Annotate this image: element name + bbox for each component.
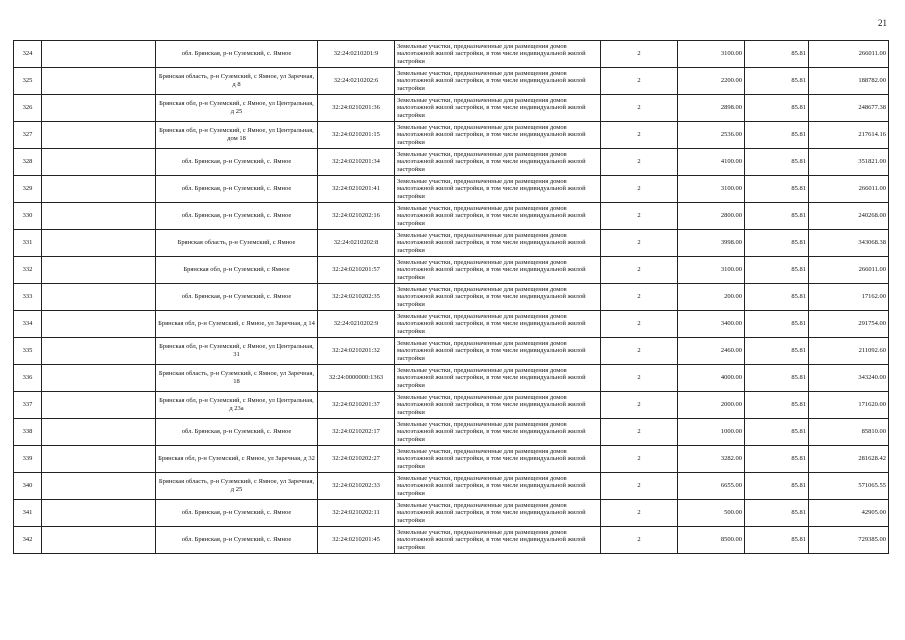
cadastral-cost-cell: 211092.60: [809, 338, 889, 365]
category-cell: 2: [601, 68, 678, 95]
address-cell: Брянская обл, р-н Суземский, с Ямное, ул Центральная, д 25: [156, 95, 318, 122]
table-row: [14, 41, 889, 68]
category-cell: 2: [601, 95, 678, 122]
blank-cell: [42, 68, 156, 95]
cadastral-cost-cell: 17162.00: [809, 284, 889, 311]
land-use-cell: Земельные участки, предназначенные для размещения домов малоэтажной жилой застройки, в том числе индивидуальной жилой застройки: [395, 473, 601, 500]
blank-cell: [42, 257, 156, 284]
cadastral-number-cell: 32:24:0210201:41: [318, 176, 395, 203]
land-use-cell: Земельные участки, предназначенные для размещения домов малоэтажной жилой застройки, в том числе индивидуальной жилой застройки: [395, 284, 601, 311]
area-cell: 3100.00: [678, 257, 745, 284]
rate-cell: 85.81: [745, 230, 809, 257]
row-number: 335: [14, 338, 42, 365]
address-cell: Брянская обл, р-н Суземский, с Ямное, ул Центральная, дом 18: [156, 122, 318, 149]
rate-cell: 85.81: [745, 284, 809, 311]
table-row: [14, 68, 889, 95]
row-number: 324: [14, 41, 42, 68]
land-use-cell: Земельные участки, предназначенные для размещения домов малоэтажной жилой застройки, в том числе индивидуальной жилой застройки: [395, 500, 601, 527]
address-cell: Брянская область, р-н Суземский, с Ямное, ул Заречная, д 25: [156, 473, 318, 500]
address-cell: обл. Брянская, р-н Суземский, с. Ямное: [156, 419, 318, 446]
land-use-cell: Земельные участки, предназначенные для размещения домов малоэтажной жилой застройки, в том числе индивидуальной жилой застройки: [395, 392, 601, 419]
area-cell: 3100.00: [678, 176, 745, 203]
category-cell: 2: [601, 176, 678, 203]
cadastral-cost-cell: 729385.00: [809, 527, 889, 554]
blank-cell: [42, 203, 156, 230]
area-cell: 4000.00: [678, 365, 745, 392]
category-cell: 2: [601, 284, 678, 311]
rate-cell: 85.81: [745, 41, 809, 68]
cadastral-number-cell: 32:24:0210202:11: [318, 500, 395, 527]
row-number: 341: [14, 500, 42, 527]
cadastral-cost-cell: 240268.00: [809, 203, 889, 230]
blank-cell: [42, 446, 156, 473]
category-cell: 2: [601, 338, 678, 365]
blank-cell: [42, 284, 156, 311]
cadastral-number-cell: 32:24:0210201:15: [318, 122, 395, 149]
table-row: [14, 95, 889, 122]
cadastral-number-cell: 32:24:0210201:37: [318, 392, 395, 419]
land-parcel-table: [13, 40, 889, 554]
area-cell: 2000.00: [678, 392, 745, 419]
area-cell: 200.00: [678, 284, 745, 311]
row-number: 342: [14, 527, 42, 554]
category-cell: 2: [601, 392, 678, 419]
land-use-cell: Земельные участки, предназначенные для размещения домов малоэтажной жилой застройки, в том числе индивидуальной жилой застройки: [395, 527, 601, 554]
rate-cell: 85.81: [745, 176, 809, 203]
blank-cell: [42, 392, 156, 419]
blank-cell: [42, 41, 156, 68]
rate-cell: 85.81: [745, 311, 809, 338]
cadastral-cost-cell: 281628.42: [809, 446, 889, 473]
area-cell: 3400.00: [678, 311, 745, 338]
rate-cell: 85.81: [745, 500, 809, 527]
table-row: [14, 419, 889, 446]
cadastral-number-cell: 32:24:0210201:9: [318, 41, 395, 68]
rate-cell: 85.81: [745, 419, 809, 446]
cadastral-number-cell: 32:24:0210202:33: [318, 473, 395, 500]
address-cell: Брянская обл, р-н Суземский, с Ямное, ул Заречная, д 32: [156, 446, 318, 473]
area-cell: 3282.00: [678, 446, 745, 473]
address-cell: Брянская обл, р-н Суземский, с Ямное: [156, 257, 318, 284]
table-body: [14, 41, 889, 554]
row-number: 338: [14, 419, 42, 446]
table-row: [14, 149, 889, 176]
land-use-cell: Земельные участки, предназначенные для размещения домов малоэтажной жилой застройки, в том числе индивидуальной жилой застройки: [395, 365, 601, 392]
row-number: 331: [14, 230, 42, 257]
cadastral-number-cell: 32:24:0210202:35: [318, 284, 395, 311]
blank-cell: [42, 527, 156, 554]
land-use-cell: Земельные участки, предназначенные для размещения домов малоэтажной жилой застройки, в том числе индивидуальной жилой застройки: [395, 203, 601, 230]
category-cell: 2: [601, 527, 678, 554]
row-number: 333: [14, 284, 42, 311]
rate-cell: 85.81: [745, 257, 809, 284]
row-number: 329: [14, 176, 42, 203]
row-number: 336: [14, 365, 42, 392]
area-cell: 500.00: [678, 500, 745, 527]
row-number: 328: [14, 149, 42, 176]
table-row: [14, 122, 889, 149]
cadastral-number-cell: 32:24:0210202:17: [318, 419, 395, 446]
category-cell: 2: [601, 203, 678, 230]
blank-cell: [42, 230, 156, 257]
table-row: [14, 230, 889, 257]
area-cell: 3100.00: [678, 41, 745, 68]
blank-cell: [42, 311, 156, 338]
cadastral-number-cell: 32:24:0210201:36: [318, 95, 395, 122]
address-cell: обл. Брянская, р-н Суземский, с. Ямное: [156, 527, 318, 554]
category-cell: 2: [601, 365, 678, 392]
address-cell: Брянская обл, р-н Суземский, с Ямное, ул Центральная, д 23а: [156, 392, 318, 419]
blank-cell: [42, 365, 156, 392]
land-use-cell: Земельные участки, предназначенные для размещения домов малоэтажной жилой застройки, в том числе индивидуальной жилой застройки: [395, 257, 601, 284]
address-cell: обл. Брянская, р-н Суземский, с. Ямное: [156, 203, 318, 230]
cadastral-number-cell: 32:24:0210202:16: [318, 203, 395, 230]
category-cell: 2: [601, 41, 678, 68]
cadastral-number-cell: 32:24:0210201:57: [318, 257, 395, 284]
category-cell: 2: [601, 230, 678, 257]
row-number: 337: [14, 392, 42, 419]
rate-cell: 85.81: [745, 95, 809, 122]
table-row: [14, 500, 889, 527]
land-use-cell: Земельные участки, предназначенные для размещения домов малоэтажной жилой застройки, в том числе индивидуальной жилой застройки: [395, 446, 601, 473]
category-cell: 2: [601, 446, 678, 473]
row-number: 326: [14, 95, 42, 122]
cadastral-cost-cell: 217614.16: [809, 122, 889, 149]
area-cell: 2800.00: [678, 203, 745, 230]
table-row: [14, 338, 889, 365]
address-cell: обл. Брянская, р-н Суземский, с. Ямное: [156, 176, 318, 203]
cadastral-cost-cell: 188782.00: [809, 68, 889, 95]
area-cell: 8500.00: [678, 527, 745, 554]
rate-cell: 85.81: [745, 527, 809, 554]
address-cell: Брянская область, р-н Суземский, с Ямное, ул Заречная, 18: [156, 365, 318, 392]
blank-cell: [42, 122, 156, 149]
land-use-cell: Земельные участки, предназначенные для размещения домов малоэтажной жилой застройки, в том числе индивидуальной жилой застройки: [395, 311, 601, 338]
table-row: [14, 203, 889, 230]
table-row: [14, 176, 889, 203]
rate-cell: 85.81: [745, 446, 809, 473]
rate-cell: 85.81: [745, 392, 809, 419]
page-number: 21: [878, 18, 887, 28]
cadastral-number-cell: 32:24:0210201:45: [318, 527, 395, 554]
rate-cell: 85.81: [745, 473, 809, 500]
cadastral-number-cell: 32:24:0210202:6: [318, 68, 395, 95]
land-use-cell: Земельные участки, предназначенные для размещения домов малоэтажной жилой застройки, в том числе индивидуальной жилой застройки: [395, 419, 601, 446]
row-number: 332: [14, 257, 42, 284]
cadastral-cost-cell: 266011.00: [809, 257, 889, 284]
land-use-cell: Земельные участки, предназначенные для размещения домов малоэтажной жилой застройки, в том числе индивидуальной жилой застройки: [395, 68, 601, 95]
area-cell: 2200.00: [678, 68, 745, 95]
land-use-cell: Земельные участки, предназначенные для размещения домов малоэтажной жилой застройки, в том числе индивидуальной жилой застройки: [395, 122, 601, 149]
row-number: 327: [14, 122, 42, 149]
row-number: 325: [14, 68, 42, 95]
land-use-cell: Земельные участки, предназначенные для размещения домов малоэтажной жилой застройки, в том числе индивидуальной жилой застройки: [395, 41, 601, 68]
cadastral-cost-cell: 343068.38: [809, 230, 889, 257]
address-cell: Брянская обл, р-н Суземский, с Ямное, ул Заречная, д 14: [156, 311, 318, 338]
blank-cell: [42, 176, 156, 203]
cadastral-cost-cell: 42905.00: [809, 500, 889, 527]
cadastral-cost-cell: 571065.55: [809, 473, 889, 500]
cadastral-cost-cell: 171620.00: [809, 392, 889, 419]
address-cell: Брянская обл, р-н Суземский, с Ямное, ул Центральная, 31: [156, 338, 318, 365]
land-use-cell: Земельные участки, предназначенные для размещения домов малоэтажной жилой застройки, в том числе индивидуальной жилой застройки: [395, 176, 601, 203]
blank-cell: [42, 500, 156, 527]
cadastral-number-cell: 32:24:0210202:27: [318, 446, 395, 473]
row-number: 334: [14, 311, 42, 338]
rate-cell: 85.81: [745, 203, 809, 230]
table-row: [14, 527, 889, 554]
cadastral-cost-cell: 291754.00: [809, 311, 889, 338]
row-number: 339: [14, 446, 42, 473]
rate-cell: 85.81: [745, 149, 809, 176]
rate-cell: 85.81: [745, 68, 809, 95]
area-cell: 2898.00: [678, 95, 745, 122]
cadastral-cost-cell: 266011.00: [809, 176, 889, 203]
address-cell: обл. Брянская, р-н Суземский, с. Ямное: [156, 284, 318, 311]
area-cell: 4100.00: [678, 149, 745, 176]
row-number: 340: [14, 473, 42, 500]
land-use-cell: Земельные участки, предназначенные для размещения домов малоэтажной жилой застройки, в том числе индивидуальной жилой застройки: [395, 230, 601, 257]
blank-cell: [42, 338, 156, 365]
table-row: [14, 392, 889, 419]
rate-cell: 85.81: [745, 122, 809, 149]
cadastral-number-cell: 32:24:0000000:1363: [318, 365, 395, 392]
cadastral-cost-cell: 248677.38: [809, 95, 889, 122]
address-cell: обл. Брянская, р-н Суземский, с. Ямное: [156, 500, 318, 527]
blank-cell: [42, 95, 156, 122]
address-cell: обл. Брянская, р-н Суземский, с. Ямное: [156, 41, 318, 68]
land-use-cell: Земельные участки, предназначенные для размещения домов малоэтажной жилой застройки, в том числе индивидуальной жилой застройки: [395, 338, 601, 365]
table-row: [14, 311, 889, 338]
blank-cell: [42, 473, 156, 500]
blank-cell: [42, 149, 156, 176]
land-use-cell: Земельные участки, предназначенные для размещения домов малоэтажной жилой застройки, в том числе индивидуальной жилой застройки: [395, 95, 601, 122]
land-use-cell: Земельные участки, предназначенные для размещения домов малоэтажной жилой застройки, в том числе индивидуальной жилой застройки: [395, 149, 601, 176]
cadastral-number-cell: 32:24:0210202:8: [318, 230, 395, 257]
table-row: [14, 257, 889, 284]
row-number: 330: [14, 203, 42, 230]
category-cell: 2: [601, 257, 678, 284]
table-row: [14, 365, 889, 392]
address-cell: Брянская область, р-н Суземский, с Ямное, ул Заречная, д 8: [156, 68, 318, 95]
table-row: [14, 446, 889, 473]
area-cell: 1000.00: [678, 419, 745, 446]
area-cell: 2536.00: [678, 122, 745, 149]
cadastral-cost-cell: 343240.00: [809, 365, 889, 392]
cadastral-cost-cell: 266011.00: [809, 41, 889, 68]
category-cell: 2: [601, 419, 678, 446]
category-cell: 2: [601, 500, 678, 527]
area-cell: 3998.00: [678, 230, 745, 257]
table-row: [14, 284, 889, 311]
area-cell: 6655.00: [678, 473, 745, 500]
cadastral-number-cell: 32:24:0210201:32: [318, 338, 395, 365]
table-row: [14, 473, 889, 500]
rate-cell: 85.81: [745, 338, 809, 365]
area-cell: 2460.00: [678, 338, 745, 365]
category-cell: 2: [601, 122, 678, 149]
category-cell: 2: [601, 473, 678, 500]
category-cell: 2: [601, 149, 678, 176]
address-cell: обл. Брянская, р-н Суземский, с. Ямное: [156, 149, 318, 176]
cadastral-number-cell: 32:24:0210201:34: [318, 149, 395, 176]
cadastral-cost-cell: 85810.00: [809, 419, 889, 446]
address-cell: Брянская область, р-н Суземский, с Ямное: [156, 230, 318, 257]
cadastral-number-cell: 32:24:0210202:9: [318, 311, 395, 338]
cadastral-cost-cell: 351821.00: [809, 149, 889, 176]
category-cell: 2: [601, 311, 678, 338]
rate-cell: 85.81: [745, 365, 809, 392]
blank-cell: [42, 419, 156, 446]
